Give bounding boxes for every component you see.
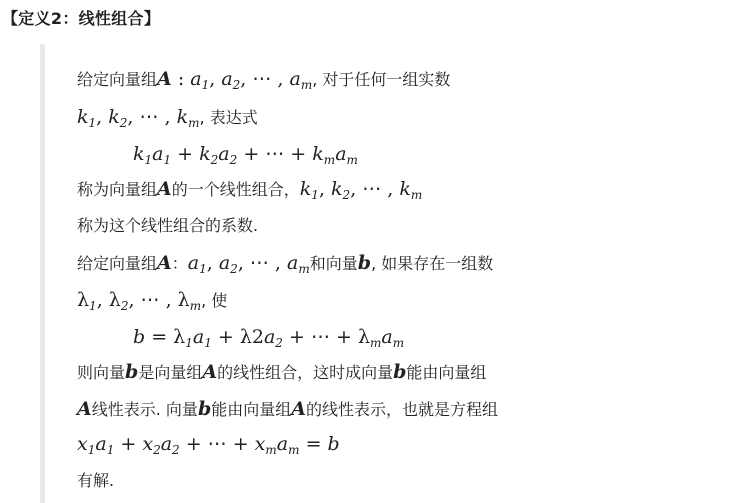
definition-line-9: 则向量b是向量组A的线性组合，这时成向量b能由向量组 <box>77 361 487 383</box>
definition-line-7: $\lambda_1$, $\lambda_2$, ⋯ , $\lambda_m$, 使 <box>77 289 228 313</box>
definition-line-10: A线性表示. 向量b能由向量组A的线性表示，也就是方程组 <box>77 398 499 420</box>
definition-line-2: $k_1$, $k_2$, ⋯ , $k_m$, 表达式 <box>77 106 258 130</box>
definition-line-1: 给定向量组A : $a_1$, $a_2$, ⋯ , $a_m$, 对于任何一组实数 <box>77 68 451 92</box>
definition-line-5: 称为这个线性组合的系数. <box>77 216 259 235</box>
definition-blockquote <box>40 44 735 503</box>
b-combination-formula: $b = \lambda_1a_1 + \lambda 2a_2$ + ⋯ + $\lambda_ma_m$ <box>133 326 405 350</box>
definition-line-6: 给定向量组A：$a_1$, $a_2$, ⋯ , $a_m$和向量b, 如果存在一组数 <box>77 252 494 276</box>
definition-line-4: 称为向量组A的一个线性组合，$k_1$, $k_2$, ⋯ , $k_m$ <box>77 178 423 202</box>
definition-heading: 【定义2：线性组合】 <box>2 9 161 28</box>
linear-combination-formula: $k_1a_1 + k_2a_2$ + ⋯ + $k_ma_m$ <box>133 143 358 167</box>
definition-line-12: 有解. <box>77 471 115 490</box>
equation-system-formula: $x_1a_1 + x_2a_2$ + ⋯ + $x_ma_m = b$ <box>77 433 340 457</box>
